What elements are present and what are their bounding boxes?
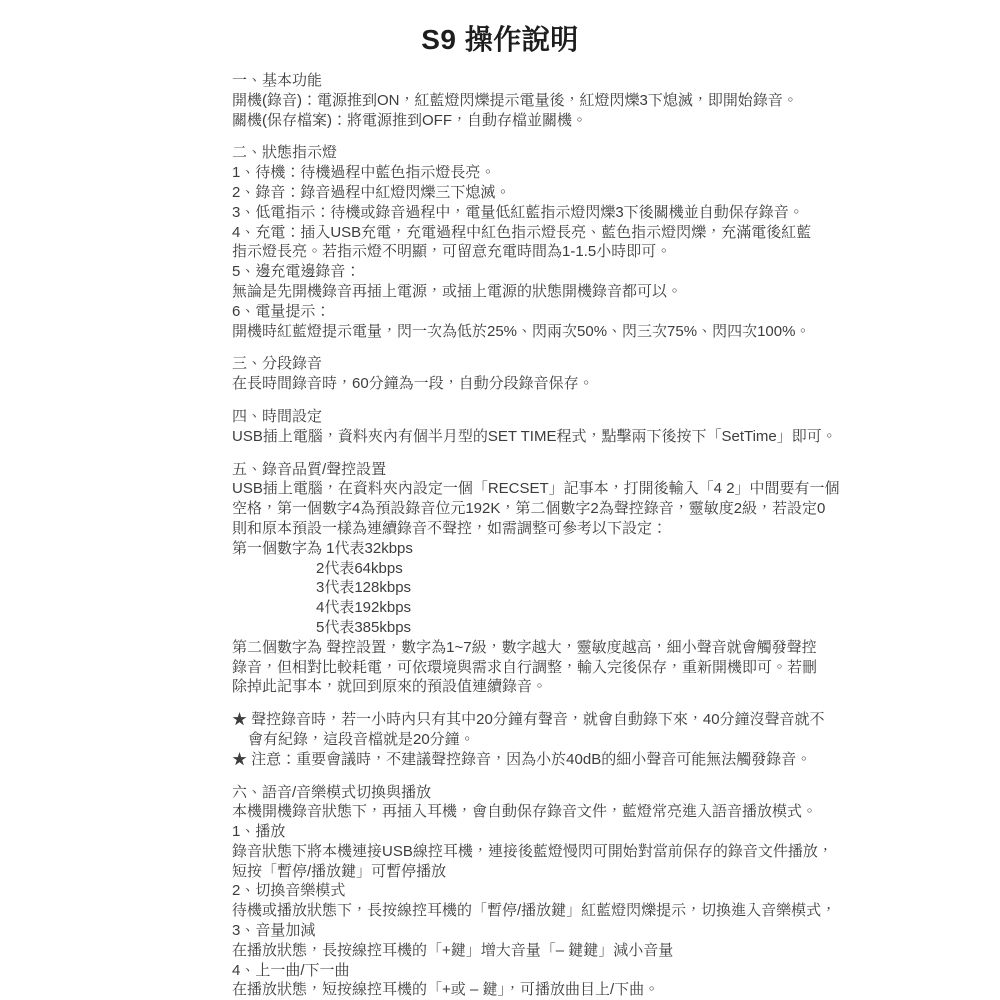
section [232, 783, 837, 1000]
page-title: S9 操作說明 [421, 24, 579, 55]
section-heading: 二、狀態指示燈 [232, 144, 338, 162]
text-line: 待機或播放狀態下，長按線控耳機的「暫停/播放鍵」紅藍燈閃爍提示，切換進入音樂模式， [232, 902, 837, 920]
text-line: 指示燈長亮。若指示燈不明顯，可留意充電時間為1-1.5小時即可。 [232, 243, 672, 261]
section [232, 710, 832, 769]
text-line: 空格，第一個數字4為預設錄音位元192K，第二個數字2為聲控錄音，靈敏度2級，若設定0 [232, 500, 826, 518]
text-line: 無論是先開機錄音再插上電源，或插上電源的狀態開機錄音都可以。 [232, 282, 683, 300]
section [232, 143, 832, 341]
text-line: 2代表64kbps [316, 559, 403, 577]
text-line: 開機時紅藍燈提示電量，閃一次為低於25%、閃兩次50%、閃三次75%、閃四次100%。 [232, 322, 811, 340]
text-line: 錄音，但相對比較耗電，可依環境與需求自行調整，輸入完後保存，重新開機即可。若刪 [232, 658, 818, 676]
text-line: 開機(錄音)：電源推到ON，紅藍燈閃爍提示電量後，紅燈閃爍3下熄滅，即開始錄音。 [232, 91, 798, 109]
text-line: 2、錄音：錄音過程中紅燈閃爍三下熄滅。 [232, 183, 511, 201]
text-line: 4、上一曲/下一曲 [232, 961, 350, 979]
text-line: 3代表128kbps [316, 579, 412, 597]
section-heading: 五、錄音品質/聲控設置 [232, 460, 387, 478]
text-line: 6、電量提示： [232, 302, 331, 320]
text-line: 4、充電：插入USB充電，充電過程中紅色指示燈長亮、藍色指示燈閃爍，充滿電後紅藍 [232, 223, 812, 241]
text-line: 5、邊充電邊錄音： [232, 263, 361, 281]
text-line: 在播放狀態，短按線控耳機的「+或 – 鍵」，可播放曲目上/下曲。 [232, 981, 660, 999]
text-line: 4代表192kbps [316, 599, 412, 617]
text-line: 在長時間錄音時，60分鐘為一段，自動分段錄音保存。 [232, 375, 594, 393]
text-line: 會有紀錄，這段音檔就是20分鐘。 [248, 730, 475, 748]
section [232, 354, 832, 394]
text-line: 本機開機錄音狀態下，再插入耳機，會自動保存錄音文件，藍燈常亮進入語音播放模式。 [232, 803, 818, 821]
text-line: 在播放狀態，長按線控耳機的「+鍵」增大音量「– 鍵鍵」減小音量 [232, 941, 674, 959]
text-line: 第一個數字為 1代表32kbps [232, 539, 413, 557]
text-line: 第二個數字為 聲控設置，數字為1~7級，數字越大，靈敏度越高，細小聲音就會觸發聲控 [232, 638, 817, 656]
text-line: ★ 聲控錄音時，若一小時內只有其中20分鐘有聲音，就會自動錄下來，40分鐘沒聲音就不 [232, 711, 825, 729]
text-line: 錄音狀態下將本機連接USB線控耳機，連接後藍燈慢閃可開始對當前保存的錄音文件播放， [232, 842, 833, 860]
text-line: 除掉此記事本，就回到原來的預設值連續錄音。 [232, 678, 548, 696]
text-line: 關機(保存檔案)：將電源推到OFF，自動存檔並關機。 [232, 111, 587, 129]
text-line: 2、切換音樂模式 [232, 882, 346, 900]
text-line: USB插上電腦，在資料夾內設定一個「RECSET」記事本，打開後輸入「4 2」中間要有一個 [232, 480, 840, 498]
section-heading: 六、語音/音樂模式切換與播放 [232, 783, 432, 801]
text-line: 1、待機：待機過程中藍色指示燈長亮。 [232, 164, 496, 182]
section-heading: 三、分段錄音 [232, 355, 323, 373]
text-line: 則和原本預設一樣為連續錄音不聲控，如需調整可參考以下設定： [232, 519, 668, 537]
text-line: 1、播放 [232, 823, 286, 841]
section [232, 71, 832, 130]
section-heading: 四、時間設定 [232, 407, 323, 425]
text-line: ★ 注意：重要會議時，不建議聲控錄音，因為小於40dB的細小聲音可能無法觸發錄音。 [232, 750, 812, 768]
text-line: 短按「暫停/播放鍵」可暫停播放 [232, 862, 447, 880]
section [232, 407, 837, 447]
text-line: 3、音量加減 [232, 922, 316, 940]
section-heading: 一、基本功能 [232, 72, 323, 89]
text-line: USB插上電腦，資料夾內有個半月型的SET TIME程式，點擊兩下後按下「SetTime」即可。 [232, 427, 837, 445]
section [232, 460, 840, 698]
text-line: 3、低電指示：待機或錄音過程中，電量低紅藍指示燈閃爍3下後關機並自動保存錄音。 [232, 203, 804, 221]
document-body [232, 71, 840, 1000]
text-line: 5代表385kbps [316, 618, 412, 636]
